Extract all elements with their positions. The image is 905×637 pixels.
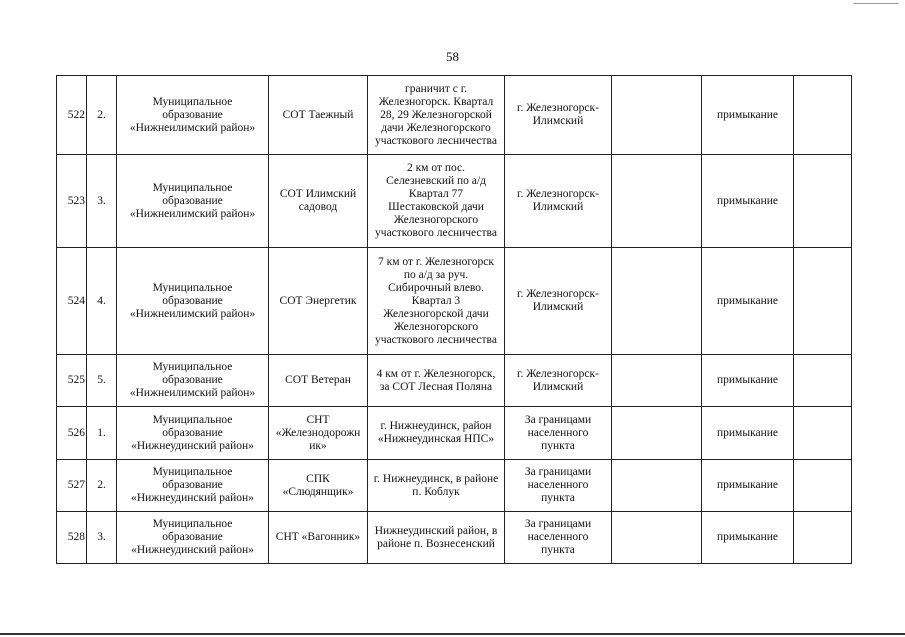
municipality-cell: Муниципальное образование «Нижнеилимский район»: [117, 248, 269, 355]
municipality-cell: Муниципальное образование «Нижнеилимский район»: [117, 76, 269, 155]
sub-number: 4.: [87, 248, 117, 355]
object-name-cell: СОТ Таежный: [269, 76, 368, 155]
connection-type-cell: примыкание: [702, 155, 794, 248]
empty-cell: [794, 355, 852, 407]
empty-cell: [612, 248, 702, 355]
municipality-cell: Муниципальное образование «Нижнеудинский район»: [117, 407, 269, 460]
location-cell: г. Нижнеудинск, в районе п. Коблук: [368, 460, 505, 512]
table-row: [57, 355, 852, 407]
object-name-cell: СОТ Энергетик: [269, 248, 368, 355]
sub-number: 2.: [87, 460, 117, 512]
empty-cell: [794, 407, 852, 460]
location-cell: граничит с г. Железногорск. Квартал 28, 29 Железногорской дачи Железногорского участкового лесничества: [368, 76, 505, 155]
location-cell: 2 км от пос. Селезневский по а/д Квартал 77 Шестаковской дачи Железногорского участкового лесничества: [368, 155, 505, 248]
settlement-cell: За границами населенного пункта: [505, 460, 612, 512]
object-name-cell: СОТ Ветеран: [269, 355, 368, 407]
row-number: 527: [57, 460, 87, 512]
object-name-cell: СНТ «Железнодорожн ик»: [269, 407, 368, 460]
empty-cell: [794, 460, 852, 512]
sub-number: 1.: [87, 407, 117, 460]
municipality-cell: Муниципальное образование «Нижнеилимский район»: [117, 355, 269, 407]
sub-number: 2.: [87, 76, 117, 155]
table-row: [57, 460, 852, 512]
empty-cell: [794, 512, 852, 564]
table-row: [57, 155, 852, 248]
municipality-cell: Муниципальное образование «Нижнеилимский район»: [117, 155, 269, 248]
row-number: 528: [57, 512, 87, 564]
location-cell: г. Нижнеудинск, район «Нижнеудинская НПС»: [368, 407, 505, 460]
location-cell: 4 км от г. Железногорск, за СОТ Лесная Поляна: [368, 355, 505, 407]
sub-number: 5.: [87, 355, 117, 407]
empty-cell: [612, 355, 702, 407]
settlement-cell: За границами населенного пункта: [505, 407, 612, 460]
table-row: [57, 407, 852, 460]
page-number: 58: [446, 49, 459, 64]
row-number: 524: [57, 248, 87, 355]
corner-mark: [853, 0, 899, 4]
empty-cell: [612, 76, 702, 155]
table-row: [57, 248, 852, 355]
connection-type-cell: примыкание: [702, 460, 794, 512]
empty-cell: [612, 155, 702, 248]
page-bottom-border: [0, 633, 905, 635]
location-cell: Нижнеудинский район, в районе п. Вознесенский: [368, 512, 505, 564]
empty-cell: [612, 407, 702, 460]
row-number: 525: [57, 355, 87, 407]
connection-type-cell: примыкание: [702, 407, 794, 460]
row-number: 523: [57, 155, 87, 248]
municipality-cell: Муниципальное образование «Нижнеудинский район»: [117, 460, 269, 512]
empty-cell: [794, 248, 852, 355]
sub-number: 3.: [87, 512, 117, 564]
location-cell: 7 км от г. Железногорск по а/д за руч. Сибирочный влево. Квартал 3 Железногорской дачи Железногорского участкового лесничества: [368, 248, 505, 355]
object-name-cell: СПК «Слюдянщик»: [269, 460, 368, 512]
connection-type-cell: примыкание: [702, 355, 794, 407]
empty-cell: [794, 76, 852, 155]
empty-cell: [612, 512, 702, 564]
object-name-cell: СОТ Илимский садовод: [269, 155, 368, 248]
settlement-cell: г. Железногорск- Илимский: [505, 248, 612, 355]
municipality-cell: Муниципальное образование «Нижнеудинский район»: [117, 512, 269, 564]
settlement-cell: г. Железногорск- Илимский: [505, 355, 612, 407]
object-name-cell: СНТ «Вагонник»: [269, 512, 368, 564]
settlement-cell: г. Железногорск- Илимский: [505, 76, 612, 155]
table-row: [57, 76, 852, 155]
connection-type-cell: примыкание: [702, 76, 794, 155]
roads-table: [56, 75, 852, 564]
table-row: [57, 512, 852, 564]
settlement-cell: г. Железногорск- Илимский: [505, 155, 612, 248]
connection-type-cell: примыкание: [702, 248, 794, 355]
sub-number: 3.: [87, 155, 117, 248]
row-number: 526: [57, 407, 87, 460]
connection-type-cell: примыкание: [702, 512, 794, 564]
empty-cell: [612, 460, 702, 512]
empty-cell: [794, 155, 852, 248]
settlement-cell: За границами населенного пункта: [505, 512, 612, 564]
row-number: 522: [57, 76, 87, 155]
